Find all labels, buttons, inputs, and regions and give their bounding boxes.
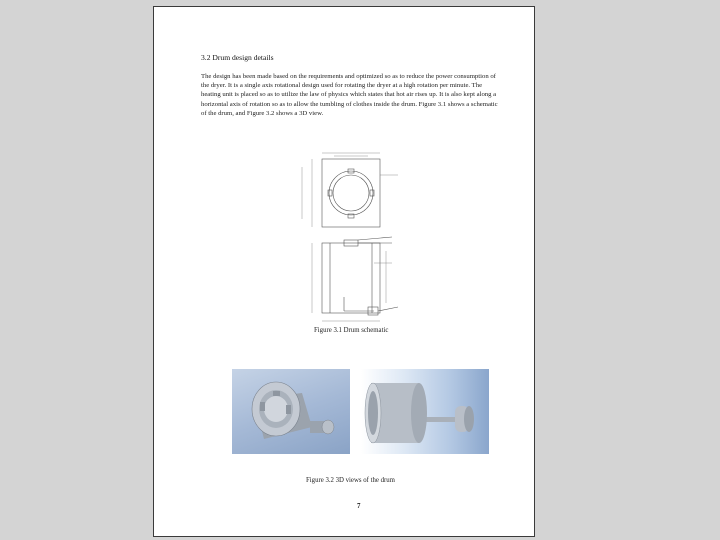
figure-3-2-caption: Figure 3.2 3D views of the drum <box>306 477 395 484</box>
drum-schematic-figure <box>282 147 432 327</box>
drum-3d-side-drawing <box>361 369 489 454</box>
section-heading: 3.2 Drum design details <box>201 53 274 62</box>
document-page <box>153 6 535 537</box>
drum-outer-circle <box>329 171 373 215</box>
drum-side-view-frame <box>322 243 380 313</box>
body-paragraph: The design has been made based on the requirements and optimized so as to reduce the power consumption of the dryer. It is a single axis rotational design used for rotating the dryer at a high rotation per minute. The heating unit is placed so as to utilize the law of physics which states that hot air rises up. It is also kept along a horizontal axis of rotation so as to allow the tumbling of clothes inside the drum. Figure 3.1 shows a schematic of the drum, and Figure 3.2 shows a 3D view. <box>201 73 498 117</box>
figure-3-1-caption: Figure 3.1 Drum schematic <box>314 327 389 334</box>
drum-3d-view-side <box>361 369 489 454</box>
drum-baffle-right <box>370 190 374 196</box>
drum-3d-view-front <box>232 369 350 454</box>
drum-inner-circle <box>333 175 369 211</box>
page-number: 7 <box>357 502 361 510</box>
drum-baffle-left <box>328 190 332 196</box>
drum-3d-front-drawing <box>232 369 350 454</box>
